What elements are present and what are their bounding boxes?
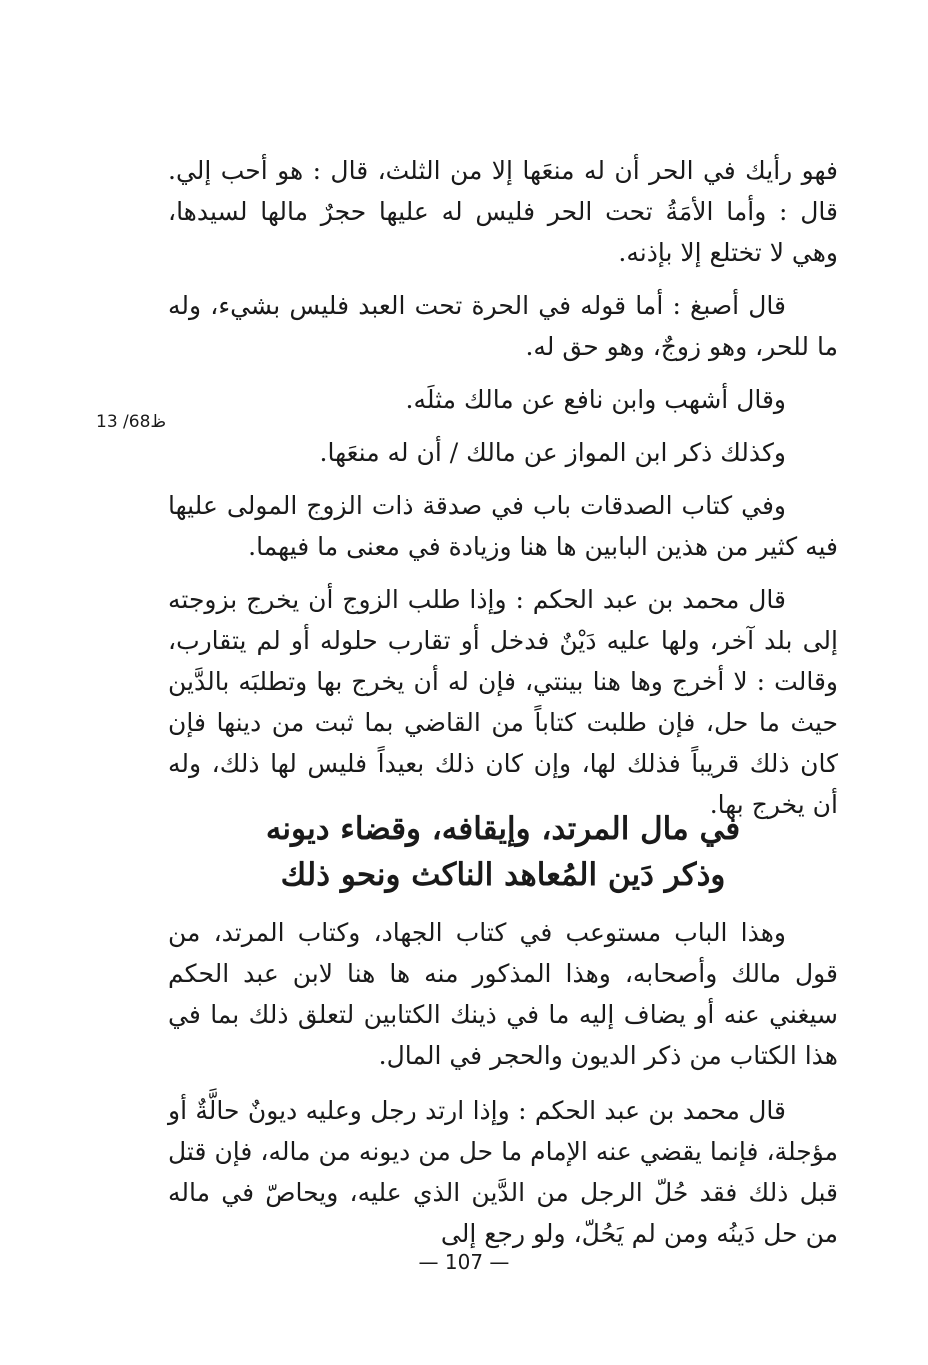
heading-line-1: في مال المرتد، وإيقافه، وقضاء ديونه	[265, 811, 741, 847]
paragraph: قال أصبغ : أما قوله في الحرة تحت العبد فليس بشيء، وله ما للحر، وهو زوجٌ، وهو حق له.	[168, 291, 838, 361]
paragraph: وفي كتاب الصدقات باب في صدقة ذات الزوج المولى عليها فيه كثير من هذين البابين ها هنا وزيادة في معنى ما فيهما.	[168, 491, 838, 561]
paragraph: قال محمد بن عبد الحكم : وإذا طلب الزوج أن يخرج بزوجته إلى بلد آخر، ولها عليه دَيْنٌ فدخل أو تقارب حلوله أو لم يتقارب، وقالت : لا أخرج وها هنا بينتي، فإن له أن يخرج بها وتطلبَه بالدَّين حيث ما حل، فإن طلبت كتاباً من القاضي بما ثبت من دينها فإن كان ذلك قريباً فذلك لها، وإن كان ذلك بعيداً فليس لها ذلك، وله أن يخرج بها.	[168, 585, 838, 819]
page-number: — 107 —	[418, 1250, 510, 1274]
paragraph: وكذلك ذكر ابن المواز عن مالك / أن له منعَها.	[319, 438, 786, 467]
margin-reference-note: 13 /68ظ	[96, 412, 167, 432]
paragraph: قال محمد بن عبد الحكم : وإذا ارتد رجل وعليه ديونٌ حالَّةٌ أو مؤجلة، فإنما يقضي عنه الإمام ما حل من ديونه من ماله، فإن قتل قبل ذلك فقد حُلّ الرجل من الدَّين الذي عليه، ويحاصّ في ماله من حل دَينُه ومن لم يَحُلّ، ولو رجع إلى	[168, 1096, 838, 1248]
section-heading	[168, 806, 838, 898]
lower-text-block	[168, 912, 838, 1254]
upper-text-block	[168, 150, 838, 825]
paragraph: وقال أشهب وابن نافع عن مالك مثلَه.	[405, 385, 786, 414]
paragraph: وهذا الباب مستوعب في كتاب الجهاد، وكتاب المرتد، من قول مالك وأصحابه، وهذا المذكور منه ها هنا لابن عبد الحكم سيغني عنه أو يضاف إليه ما في ذينك الكتابين لتعلق ذلك بما في هذا الكتاب من ذكر الديون والحجر في المال.	[168, 918, 838, 1070]
heading-line-2: وذكر دَين المُعاهد الناكث ونحو ذلك	[280, 857, 726, 893]
paragraph: فهو رأيك في الحر أن له منعَها إلا من الثلث، قال : هو أحب إلي. قال : وأما الأمَةُ تحت الحر فليس له عليها حجرٌ مالها لسيدها، وهي لا تختلع إلا بإذنه.	[168, 156, 839, 267]
